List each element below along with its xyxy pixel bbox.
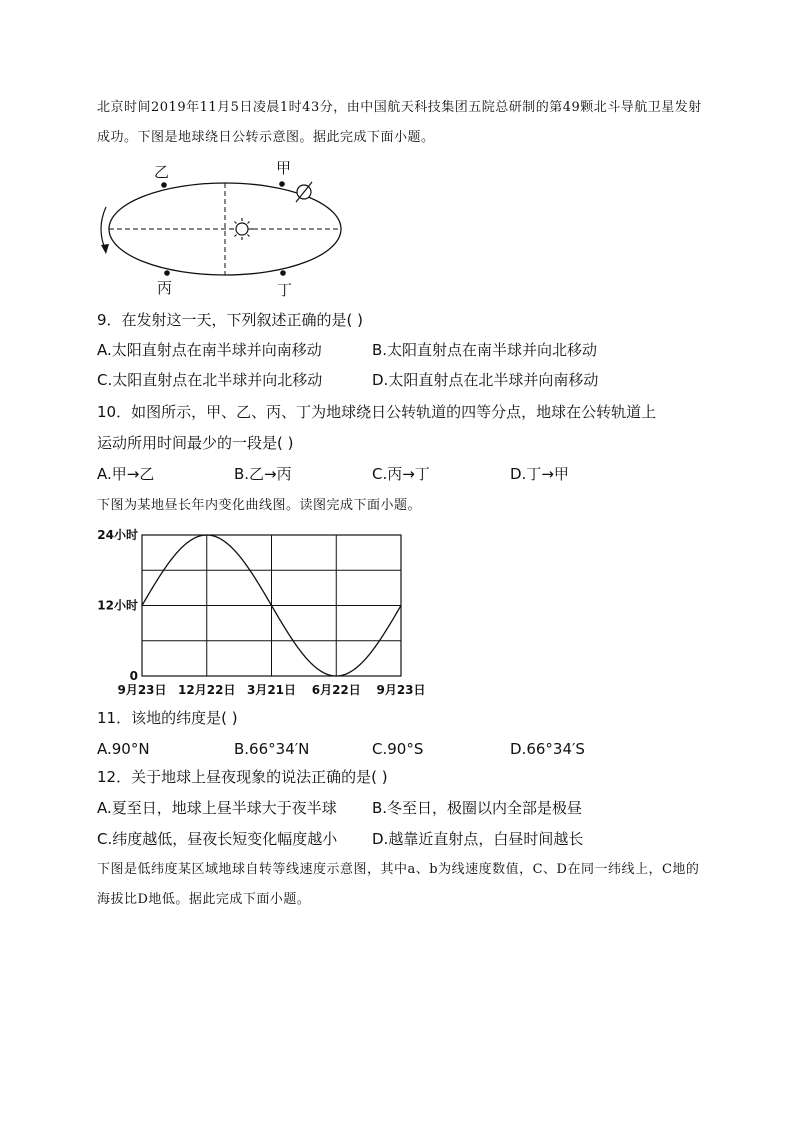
q12-option-d: D.越靠近直射点，白昼时间越长 bbox=[372, 830, 584, 848]
q10-stem-line1: 10．如图所示，甲、乙、丙、丁为地球绕日公转轨道的四等分点，地球在公转轨道上 bbox=[97, 403, 657, 421]
intro-paragraph-1: 北京时间2019年11月5日凌晨1时43分，由中国航天科技集团五院总研制的第49颗北斗导航卫星发射成功。下图是地球绕日公转示意图。据此完成下面小题。 bbox=[97, 100, 702, 145]
chart-x-tick-label: 12月22日 bbox=[178, 683, 236, 697]
q12-option-c: C.纬度越低，昼夜长短变化幅度越小 bbox=[97, 830, 338, 848]
point-yi bbox=[161, 182, 167, 188]
q12-stem: 12．关于地球上昼夜现象的说法正确的是( ) bbox=[97, 768, 388, 786]
chart-y-tick-label: 24小时 bbox=[97, 528, 138, 542]
q9-option-b: B.太阳直射点在南半球并向北移动 bbox=[372, 341, 598, 359]
q10-option-d: D.丁→甲 bbox=[510, 465, 569, 483]
q10-stem-line2: 运动所用时间最少的一段是( ) bbox=[97, 434, 294, 452]
revolution-direction-arrow bbox=[101, 207, 109, 254]
orbit-diagram bbox=[90, 155, 360, 300]
chart-x-tick-label: 3月21日 bbox=[246, 683, 297, 697]
point-ding bbox=[280, 270, 286, 276]
q10-option-c: C.丙→丁 bbox=[372, 465, 430, 483]
q10-option-a: A.甲→乙 bbox=[97, 465, 155, 483]
label-bing: 丙 bbox=[157, 279, 173, 297]
earth-axis-icon bbox=[296, 182, 312, 202]
q9-option-c: C.太阳直射点在北半球并向北移动 bbox=[97, 371, 323, 389]
chart-x-tick-label: 9月23日 bbox=[376, 683, 426, 697]
intro-paragraph-3: 下图是低纬度某区域地球自转等线速度示意图，其中a、b为线速度数值，C、D在同一纬线上，C地的海拔比D地低。据此完成下面小题。 bbox=[97, 862, 700, 907]
q11-stem: 11．该地的纬度是( ) bbox=[97, 709, 238, 727]
label-yi: 乙 bbox=[154, 163, 170, 181]
q9-option-a: A.太阳直射点在南半球并向南移动 bbox=[97, 341, 322, 359]
q11-option-c: C.90°S bbox=[372, 740, 424, 758]
chart-y-tick-label: 12小时 bbox=[97, 598, 138, 613]
chart-x-tick-label: 9月23日 bbox=[117, 683, 167, 697]
q11-option-b: B.66°34′N bbox=[234, 740, 310, 758]
label-jia: 甲 bbox=[276, 159, 292, 177]
q9-stem: 9．在发射这一天，下列叙述正确的是( ) bbox=[97, 311, 364, 329]
label-ding: 丁 bbox=[277, 281, 293, 299]
q12-option-a: A.夏至日，地球上昼半球大于夜半球 bbox=[97, 799, 337, 817]
q12-option-b: B.冬至日，极圈以内全部是极昼 bbox=[372, 799, 583, 817]
day-length-chart bbox=[92, 522, 452, 707]
point-bing bbox=[164, 270, 170, 276]
q9-option-d: D.太阳直射点在北半球并向南移动 bbox=[372, 371, 599, 389]
q10-option-b: B.乙→丙 bbox=[234, 465, 292, 483]
point-jia bbox=[279, 181, 285, 187]
chart-y-tick-label: 0 bbox=[129, 669, 138, 683]
q11-option-d: D.66°34′S bbox=[510, 740, 585, 758]
chart-x-tick-label: 6月22日 bbox=[311, 683, 361, 697]
q11-option-a: A.90°N bbox=[97, 740, 150, 758]
intro-paragraph-2: 下图为某地昼长年内变化曲线图。读图完成下面小题。 bbox=[97, 498, 422, 513]
